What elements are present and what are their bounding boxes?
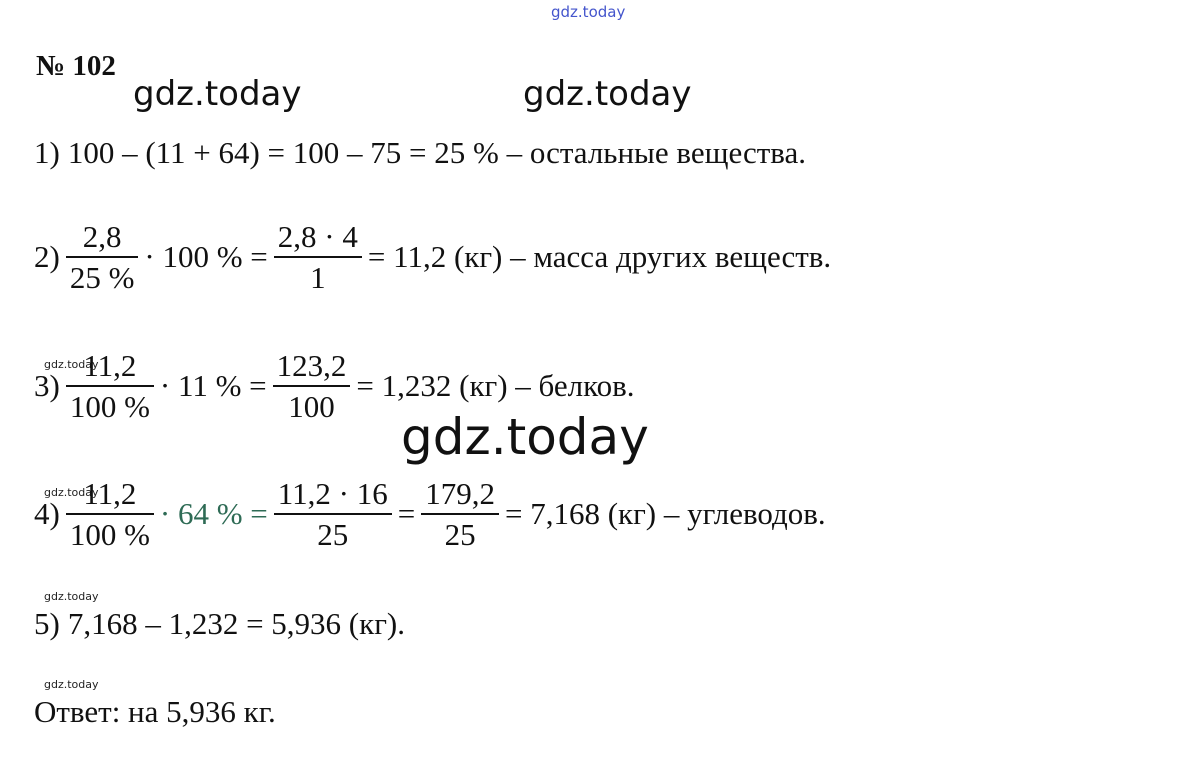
step-3-frac2-numerator: 123,2 (276, 348, 347, 383)
step-3-mid: · 11 % = (159, 367, 267, 403)
step-3-label: 3) (34, 367, 60, 403)
step-3-fraction-1 (66, 350, 154, 422)
step-2-fraction-2 (274, 221, 362, 293)
step-3-frac2-denominator: 100 (288, 388, 335, 424)
step-2-frac2-numerator: 2,8 · 4 (277, 219, 358, 254)
step-1 (34, 135, 806, 171)
step-2-label: 2) (34, 238, 60, 274)
step-5-label: 5) (34, 606, 60, 641)
watermark-top-right: gdz.today (523, 74, 692, 114)
step-4-frac3-denominator: 25 (444, 516, 476, 552)
step-4-tail: = 7,168 (кг) – углеводов. (504, 495, 826, 531)
step-2-frac1-numerator: 2,8 (82, 219, 122, 254)
step-4-frac3-numerator: 179,2 (425, 476, 495, 511)
step-4-fraction-2 (274, 478, 392, 550)
watermark-center: gdz.today (401, 408, 649, 466)
watermark-small-4: gdz.today (44, 486, 99, 499)
watermark-small-answer: gdz.today (44, 678, 99, 691)
step-4-label: 4) (34, 495, 60, 531)
watermark-small-5: gdz.today (44, 590, 99, 603)
step-2-mid: · 100 % = (144, 238, 268, 274)
step-4-frac2-numerator: 11,2 · 16 (277, 476, 388, 511)
step-2 (34, 221, 831, 293)
step-3-frac1-numerator: 11,2 (83, 348, 137, 383)
step-4-fraction-1 (66, 478, 154, 550)
step-4 (34, 478, 826, 550)
step-1-label: 1) (34, 135, 60, 170)
step-4-frac1-denominator: 100 % (69, 516, 150, 552)
watermark-small-3: gdz.today (44, 358, 99, 371)
step-5-text: 7,168 – 1,232 = 5,936 (кг). (67, 606, 405, 641)
answer-line (34, 694, 276, 730)
step-2-frac1-denominator: 25 % (69, 259, 135, 295)
step-5 (34, 606, 405, 642)
step-2-tail: = 11,2 (кг) – масса других веществ. (367, 238, 832, 274)
problem-number: № 102 (36, 50, 116, 82)
step-4-frac1-numerator: 11,2 (83, 476, 137, 511)
step-4-eq: = (397, 495, 416, 531)
step-4-fraction-3 (421, 478, 499, 550)
step-2-frac2-denominator: 1 (310, 259, 326, 295)
step-4-frac2-denominator: 25 (317, 516, 349, 552)
step-4-mid: · 64 % = (159, 495, 268, 531)
step-3 (34, 350, 635, 422)
header-site-link[interactable]: gdz.today (551, 3, 626, 21)
step-1-text: 100 – (11 + 64) = 100 – 75 = 25 % – остальные вещества. (67, 135, 807, 170)
step-3-fraction-2 (273, 350, 351, 422)
step-3-frac1-denominator: 100 % (69, 388, 150, 424)
watermark-top-left: gdz.today (133, 74, 302, 114)
step-2-fraction-1 (66, 221, 139, 293)
step-3-tail: = 1,232 (кг) – белков. (356, 367, 635, 403)
answer-text: Ответ: на 5,936 кг. (34, 694, 276, 729)
